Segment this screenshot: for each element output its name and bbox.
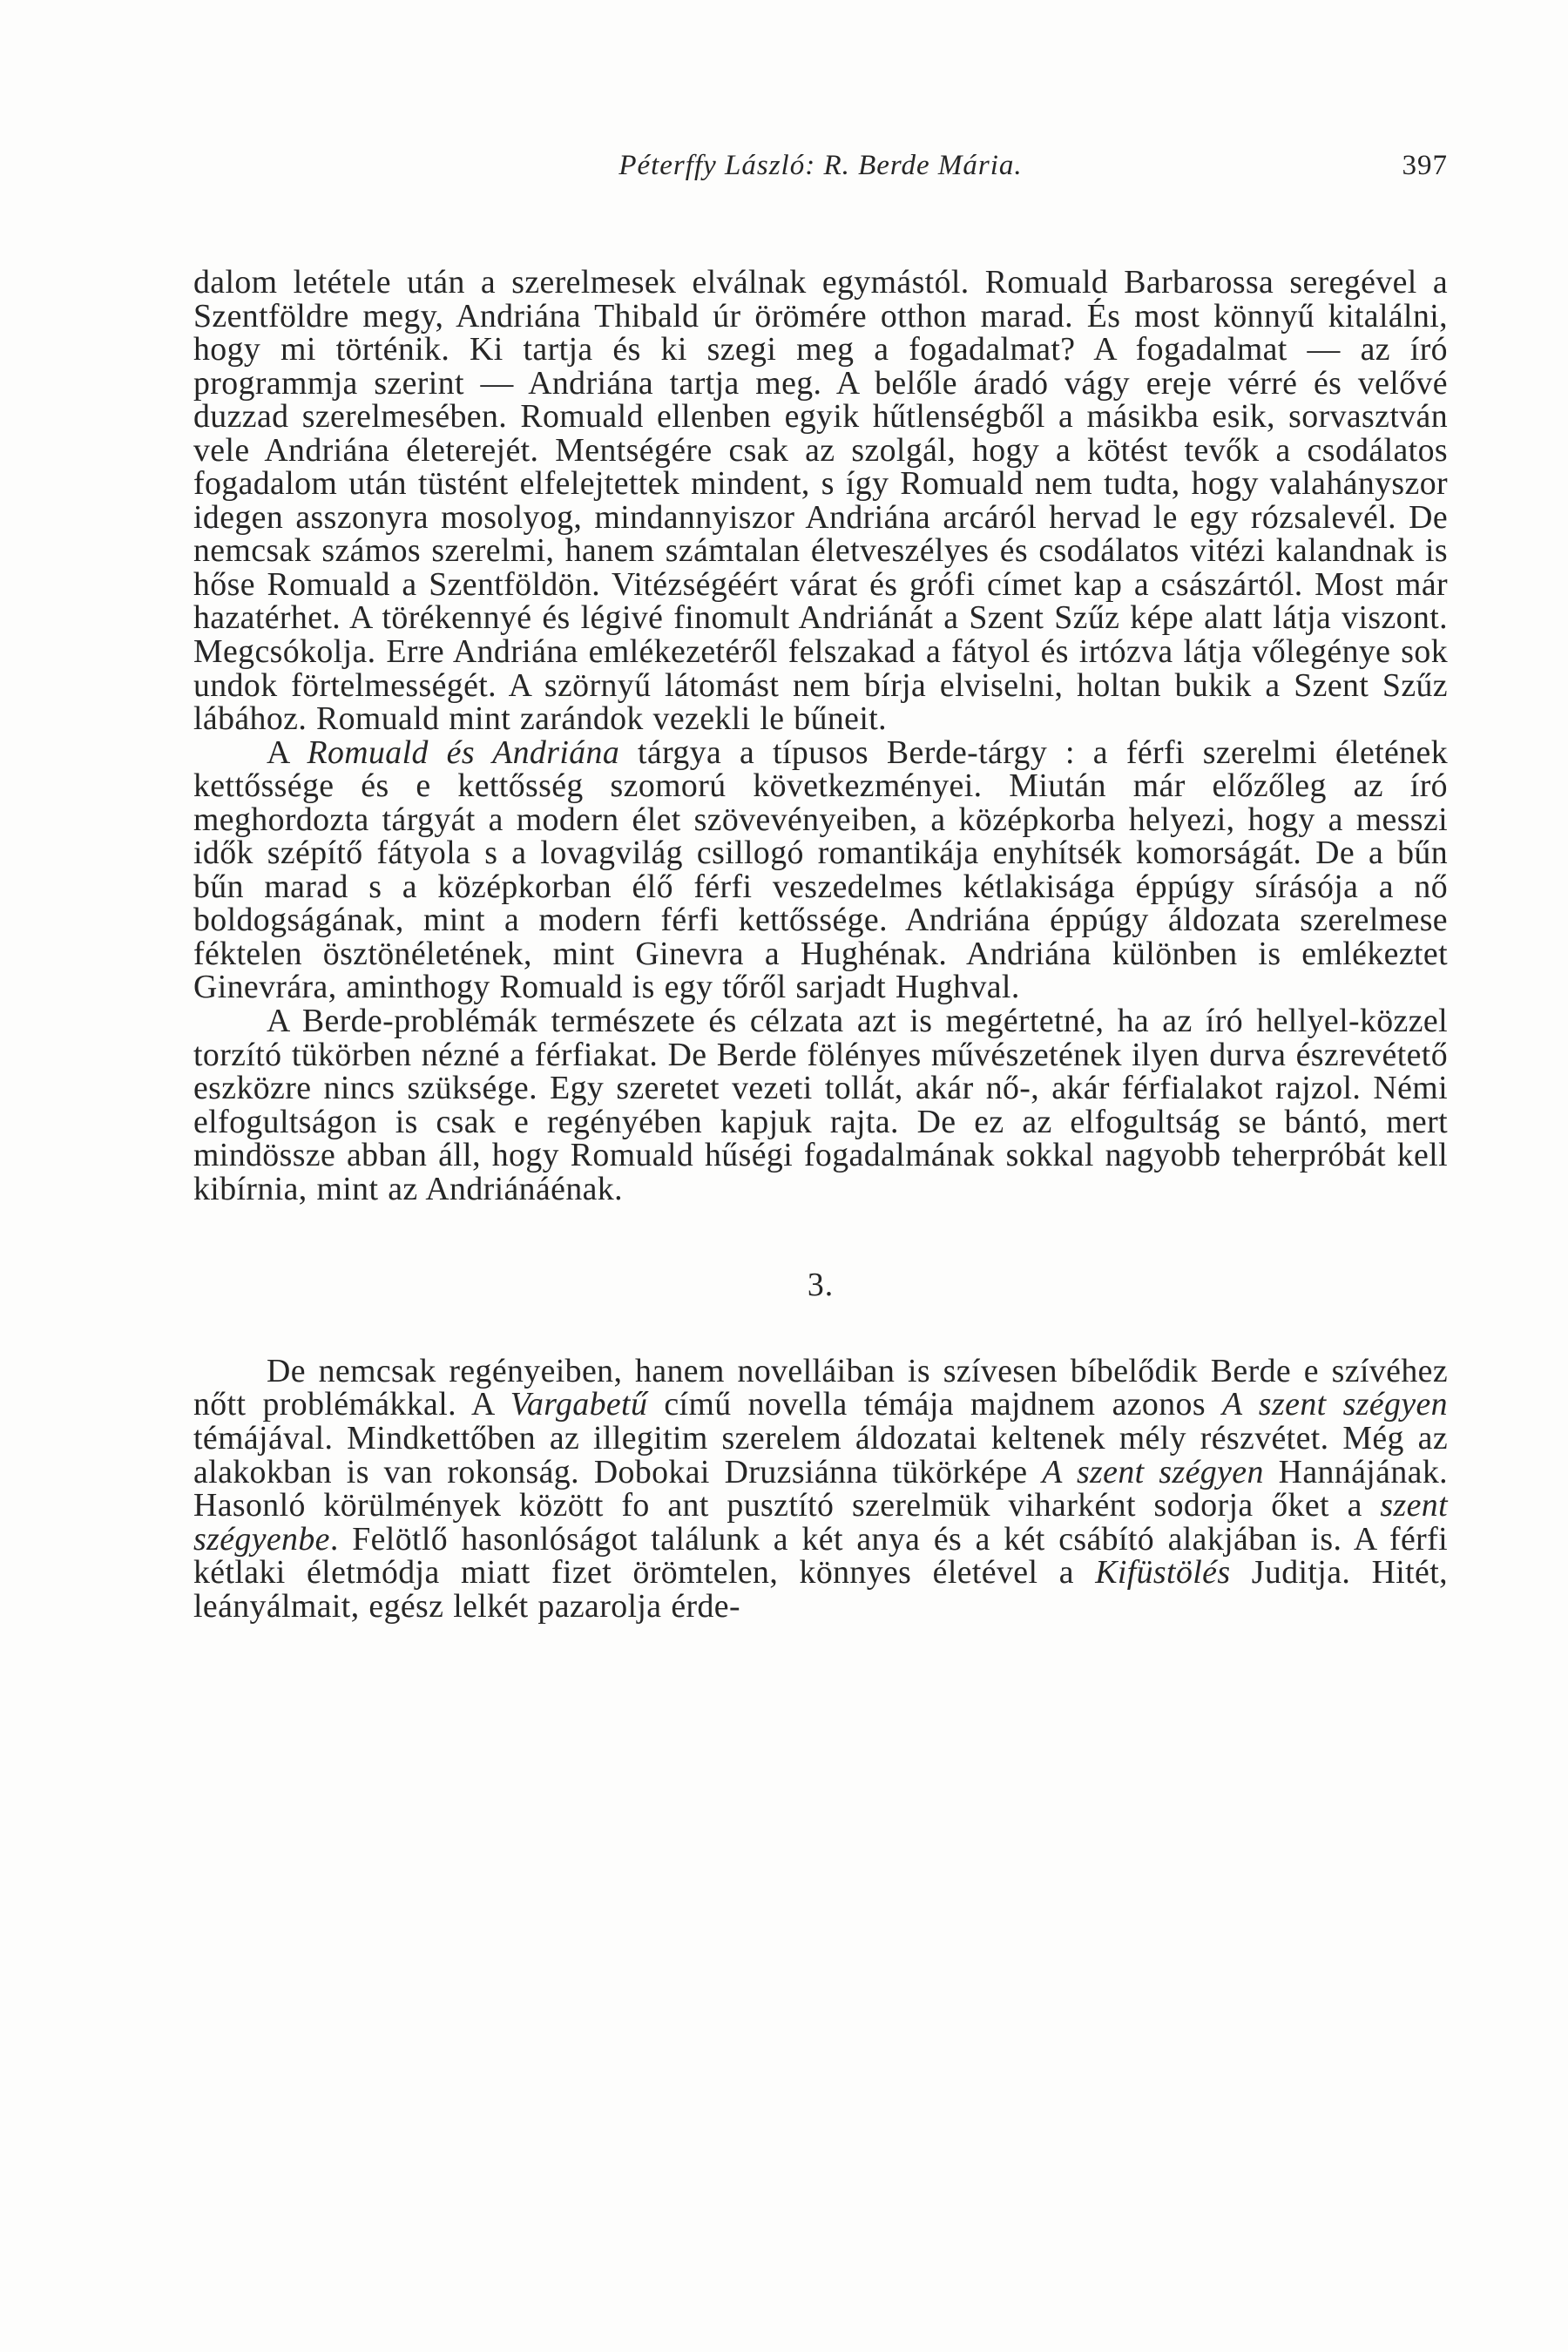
work-title: Kifüstölés: [1095, 1554, 1231, 1592]
text-run: című novella témája majdnem azonos: [647, 1386, 1223, 1423]
text-run: Hannájának. Hasonló körülmények között fo ant pusztító szerelmük viharként sodorja őket a: [193, 1453, 1448, 1524]
text-run: témájával. Mindkettőben az illegitim szerelem áldozatai keltenek mély részvétet. Még az alakokban is van rokonság. Dobokai Druzsiánna tükörképe: [193, 1419, 1448, 1490]
text-run: De nemcsak regényeiben, hanem novelláiban is szívesen bíbelődik Berde e szívéhez nőtt problémákkal. A: [193, 1352, 1448, 1423]
work-title: A szent szégyen: [1042, 1453, 1264, 1490]
work-title: Romuald és Andriána: [307, 733, 620, 771]
running-title: Péterffy László: R. Berde Mária.: [618, 150, 1023, 181]
work-title: Vargabetű: [510, 1386, 648, 1423]
section-number: 3.: [807, 1267, 835, 1304]
running-head: [193, 150, 1448, 188]
paragraph-novellas: [193, 1352, 1448, 1625]
text-run: . Felötlő hasonlóságot találunk a két anya és a két csábító alakjában is. A férfi kétlaki életmódja miatt fizet örömtelen, könnyes életével a: [193, 1520, 1448, 1592]
paragraph-romuald-andriana: [193, 733, 1448, 1006]
paragraph-berde-problems: A Berde-problémák természete és célzata azt is megértetné, ha az író hellyel-közzel torzító tükörben nézné a férfiakat. De Berde fölényes művészetének ilyen durva észrevétető eszközre nincs szüksége. Egy szeretet vezeti tollát, akár nő-, akár férfialakot rajzol. Némi elfogultságon is csak e regényében kapjuk rajta. De ez az elfogultság se bántó, mert mindössze abban áll, hogy Romuald hűségi fogadalmának sokkal nagyobb teherpróbát kell kibírnia, mint az Andriánáénak.: [193, 1003, 1448, 1207]
work-title: A szent szégyen: [1222, 1386, 1448, 1423]
work-title: szent szégyenbe: [193, 1487, 1448, 1558]
body-text: [193, 266, 1448, 1623]
text-run: tárgya a típusos Berde-tárgy : a férfi szerelmi életének kettőssége és e kettősség szomorú következményei. Miután már előzőleg az író meghordozta tárgyát a modern élet szövevényeiben, a középkorba helyezi, hogy a messzi idők szépítő fátyola s a lovagvilág csillogó romantikája enyhítsék komorságát. De a bűn bűn marad s a középkorban élő férfi veszedelmes kétlakisága éppúgy sírásója a nő boldogságának, mint a modern férfi kettőssége. Andriána éppúgy áldozata szerelmese féktelen ösztönéletének, mint Ginevra a Hughénak. Andriána különben is emlékeztet Ginevrára, aminthogy Romuald is egy tőről sarjadt Hughval.: [193, 733, 1448, 1006]
text-run: A: [267, 733, 308, 771]
text-run: Juditja. Hitét, leányálmait, egész lelkét pazarolja érde-: [193, 1554, 1448, 1625]
page-number: 397: [1402, 150, 1448, 181]
paragraph-continued: dalom letétele után a szerelmesek elválnak egymástól. Romuald Barbarossa seregével a Szentföldre megy, Andriána Thibald úr örömére otthon marad. És most könnyű kitalálni, hogy mi történik. Ki tartja és ki szegi meg a fogadalmat? A fogadalmat — az író programmja szerint — Andriána tartja meg. A belőle áradó vágy ereje vérré és velővé duzzad szerelmesében. Romuald ellenben egyik hűtlenségből a másikba esik, sorvasztván vele Andriána életerejét. Mentségére csak az szolgál, hogy a kötést tevők a csodálatos fogadalom után tüstént elfelejtettek mindent, s így Romuald nem tudta, hogy valahányszor idegen asszonyra mosolyog, mindannyiszor Andriána arcáról hervad le egy rózsalevél. De nemcsak számos szerelmi, hanem számtalan életveszélyes és csodálatos vitézi kalandnak is hőse Romuald a Szentföldön. Vitézségéért várat és grófi címet kap a császártól. Most már hazatérhet. A törékennyé és légivé finomult Andriánát a Szent Szűz képe alatt látja viszont. Megcsókolja. Erre Andriána emlékezetéről felszakad a fátyol és irtózva látja vőlegénye sok undok förtelmességét. A szörnyű látomást nem bírja elviselni, holtan bukik a Szent Szűz lábához. Romuald mint zarándok vezekli le bűneit.: [193, 264, 1448, 738]
